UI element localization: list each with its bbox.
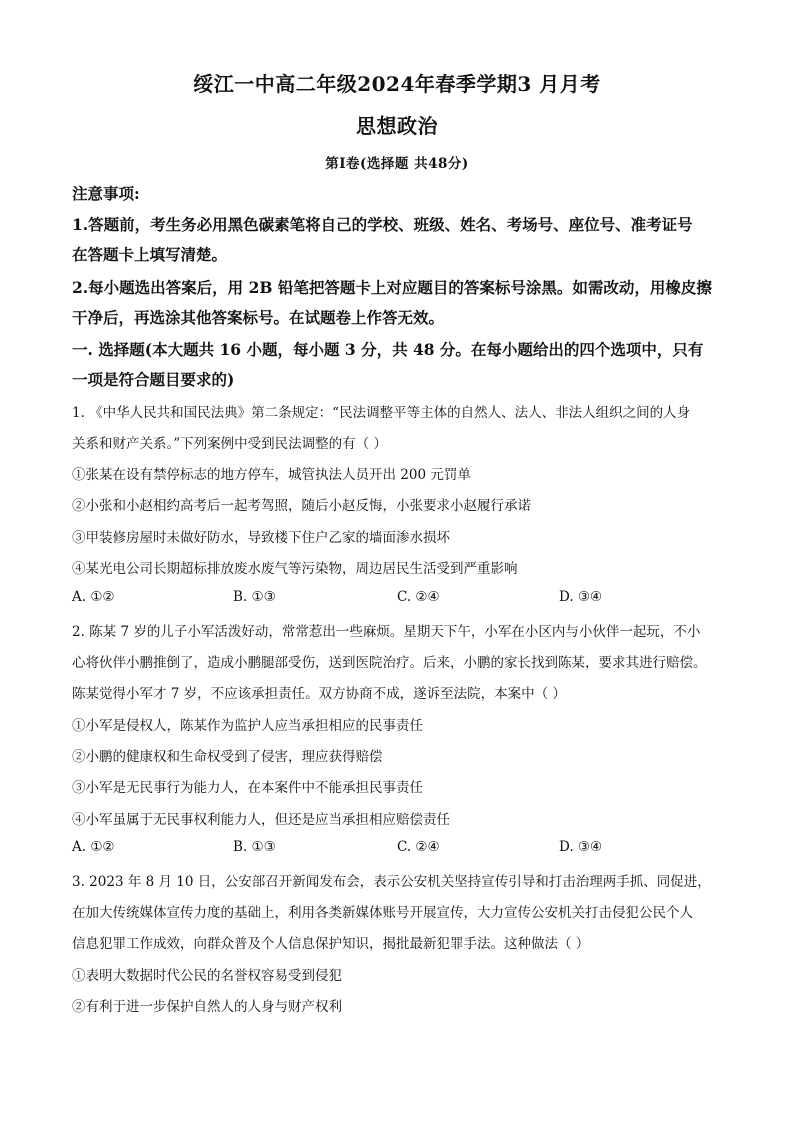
notes-line: 干净后，再选涂其他答案标号。在试题卷上作答无效。: [72, 308, 445, 327]
q1-option-d: D. ③④: [559, 589, 603, 605]
q3-item: ②有利于进一步保护自然人的人身与财产权利: [72, 999, 342, 1015]
q2-stem: 心将伙伴小鹏推倒了，造成小鹏腿部受伤，送到医院治疗。后来，小鹏的家长找到陈某，要求其进行赔偿。: [72, 655, 707, 671]
notes-line: 2.每小题选出答案后，用 2B 铅笔把答题卡上对应题目的答案标号涂黑。如需改动，用橡皮擦: [72, 278, 712, 297]
q3-stem: 信息犯罪工作成效，向群众普及个人信息保护知识，揭批最新犯罪手法。这种做法（ ）: [72, 936, 590, 952]
notes-line: 1.答题前，考生务必用黑色碳素笔将自己的学校、班级、姓名、考场号、座位号、准考证号: [72, 215, 693, 234]
q2-item: ④小军虽属于无民事权利能力人，但还是应当承担相应赔偿责任: [72, 812, 450, 828]
q3-stem: 3. 2023 年 8 月 10 日，公安部召开新闻发布会，表示公安机关坚持宣传引导和打击治理两手抓、同促进，: [72, 874, 711, 890]
q1-option-c: C. ②④: [397, 589, 440, 605]
q2-option-c: C. ②④: [397, 839, 440, 855]
q2-options: [72, 839, 732, 859]
subject-title: 思想政治: [356, 114, 438, 138]
part1-instruction: 一. 选择题(本大题共 16 小题，每小题 3 分，共 48 分。在每小题给出的四个选项中，只有: [72, 340, 704, 359]
q2-item: ①小军是侵权人，陈某作为监护人应当承担相应的民事责任: [72, 718, 423, 734]
q1-stem: 1. 《中华人民共和国民法典》第二条规定：“民法调整平等主体的自然人、法人、非法人组织之间的人身: [72, 405, 691, 421]
q2-option-a: A. ①②: [72, 839, 115, 855]
q2-stem: 陈某觉得小军才 7 岁，不应该承担责任。双方协商不成，遂诉至法院，本案中（ ）: [72, 686, 566, 702]
notes-heading: 注意事项:: [72, 184, 140, 203]
part1-instruction: 一项是符合题目要求的): [72, 370, 235, 389]
q2-item: ②小鹏的健康权和生命权受到了侵害，理应获得赔偿: [72, 749, 383, 765]
q2-item: ③小军是无民事行为能力人，在本案件中不能承担民事责任: [72, 780, 423, 796]
q1-options: [72, 589, 732, 609]
section-title: 第Ⅰ卷(选择题 共48分): [325, 156, 469, 172]
q3-stem: 在加大传统媒体宣传力度的基础上，利用各类新媒体账号开展宣传，大力宣传公安机关打击侵犯公民个人: [72, 905, 693, 921]
q1-item: ④某光电公司长期超标排放废水废气等污染物，周边居民生活受到严重影响: [72, 561, 518, 577]
q2-option-d: D. ③④: [559, 839, 603, 855]
q1-item: ②小张和小赵相约高考后一起考驾照，随后小赵反悔，小张要求小赵履行承诺: [72, 498, 531, 514]
q3-item: ①表明大数据时代公民的名誉权容易受到侵犯: [72, 968, 342, 984]
q1-option-b: B. ①③: [233, 589, 276, 605]
q1-item: ③甲装修房屋时未做好防水，导致楼下住户乙家的墙面渗水损坏: [72, 530, 450, 546]
q2-option-b: B. ①③: [233, 839, 276, 855]
q1-stem: 关系和财产关系。”下列案例中受到民法调整的有（ ）: [72, 436, 387, 452]
q1-item: ①张某在设有禁停标志的地方停车，城管执法人员开出 200 元罚单: [72, 467, 471, 483]
q1-option-a: A. ①②: [72, 589, 115, 605]
notes-line: 在答题卡上填写清楚。: [72, 245, 228, 264]
q2-stem: 2. 陈某 7 岁的儿子小军活泼好动，常常惹出一些麻烦。星期天下午，小军在小区内与小伙伴一起玩，不小: [72, 624, 701, 640]
exam-title: 绥江一中高二年级2024年春季学期3 月月考: [193, 72, 601, 96]
